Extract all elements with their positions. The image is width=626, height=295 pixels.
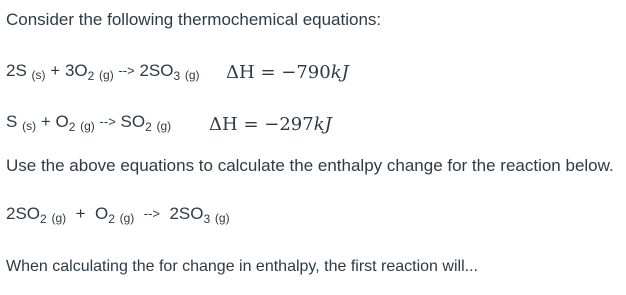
target-reactant-o2: O bbox=[94, 204, 109, 223]
eq2-dh-equals: = bbox=[243, 114, 259, 135]
target-plus: + bbox=[75, 204, 86, 223]
eq2-dh-value: −297 bbox=[264, 114, 314, 135]
eq2-dh-unit: kJ bbox=[313, 114, 332, 135]
target-sub-o2: 2 bbox=[108, 212, 115, 226]
eq1-arrow: --> bbox=[118, 63, 135, 78]
eq1-sub-o2: 2 bbox=[87, 69, 95, 83]
eq2-sub-o2: 2 bbox=[68, 120, 76, 134]
eq1-dh-value: −790 bbox=[281, 62, 331, 83]
eq1-dh-symbol: ΔH bbox=[226, 62, 255, 83]
eq2-enthalpy bbox=[209, 114, 332, 136]
eq2-plus: + bbox=[40, 112, 51, 131]
equation-2 bbox=[6, 111, 171, 134]
question-text: When calculating the for change in enthalpy, the first reaction will... bbox=[6, 258, 478, 275]
eq1-plus: + bbox=[50, 61, 61, 80]
target-phase-so3: (g) bbox=[214, 211, 230, 225]
target-reactant-so2: 2SO bbox=[6, 204, 41, 223]
eq2-product-so2: SO bbox=[120, 112, 146, 131]
instruction-text: Use the above equations to calculate the enthalpy change for the reaction below. bbox=[6, 156, 614, 175]
eq2-dh-symbol: ΔH bbox=[209, 114, 238, 135]
eq1-product-so3: 2SO bbox=[139, 61, 174, 80]
target-arrow: --> bbox=[143, 206, 160, 221]
target-product-so3: 2SO bbox=[169, 204, 204, 223]
eq1-reactant-o2: 3O bbox=[64, 61, 88, 80]
eq2-reactant-s: S bbox=[6, 112, 18, 131]
eq2-phase-so2: (g) bbox=[156, 119, 172, 133]
eq2-phase-s: (s) bbox=[22, 119, 37, 133]
equation-1 bbox=[6, 60, 200, 83]
eq2-phase-o2: (g) bbox=[80, 119, 95, 133]
eq1-phase-s: (s) bbox=[31, 68, 46, 82]
target-phase-so2: (g) bbox=[51, 211, 67, 225]
eq2-reactant-o2: O bbox=[55, 112, 69, 131]
eq1-phase-o2: (g) bbox=[99, 68, 114, 82]
eq1-reactant-s: 2S bbox=[6, 61, 27, 80]
eq2-arrow: --> bbox=[99, 114, 116, 129]
eq1-enthalpy bbox=[226, 62, 349, 84]
intro-text: Consider the following thermochemical equations: bbox=[6, 10, 382, 29]
eq1-dh-unit: kJ bbox=[330, 62, 349, 83]
target-reaction bbox=[6, 203, 230, 226]
target-sub-so3: 3 bbox=[203, 212, 211, 226]
eq1-sub-so3: 3 bbox=[173, 69, 181, 83]
eq2-sub-so2: 2 bbox=[145, 120, 152, 134]
eq1-dh-equals: = bbox=[260, 62, 276, 83]
eq1-phase-so3: (g) bbox=[184, 68, 200, 82]
target-sub-so2: 2 bbox=[40, 212, 47, 226]
target-phase-o2: (g) bbox=[119, 211, 135, 225]
